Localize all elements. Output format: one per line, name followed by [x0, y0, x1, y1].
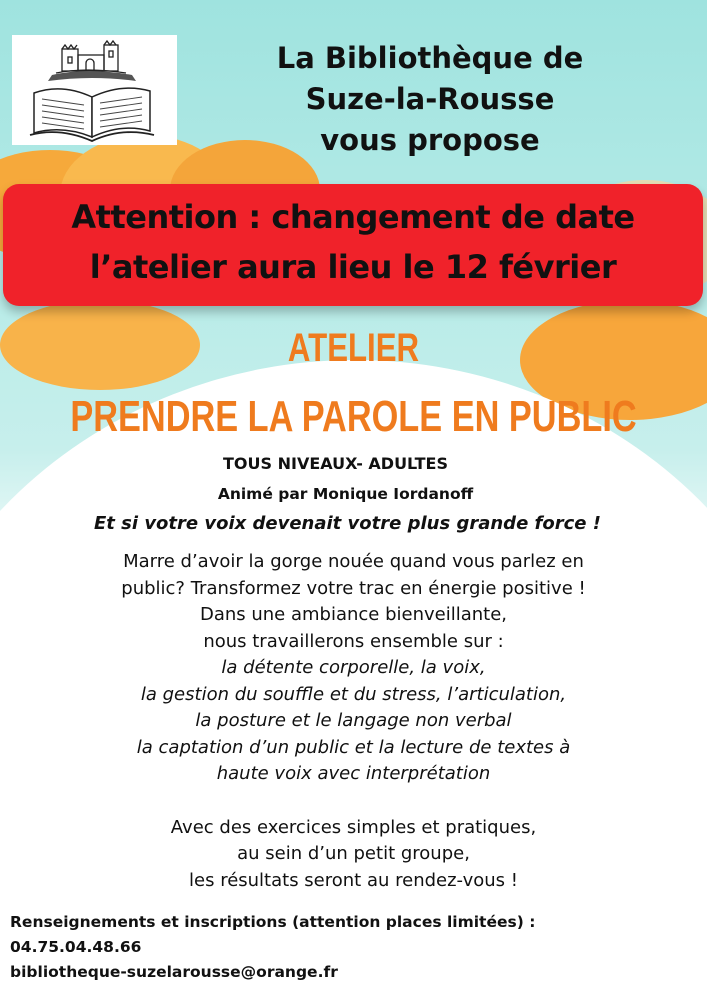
open-book-castle-icon: [12, 35, 177, 145]
topic-line: la détente corporelle, la voix,: [221, 657, 486, 678]
topic-line: la posture et le langage non verbal: [195, 710, 512, 731]
header-title: [230, 38, 630, 161]
tagline: Et si votre voix devenait votre plus grande force !: [94, 513, 601, 534]
atelier-label: ATELIER: [287, 326, 420, 370]
phone-number[interactable]: 04.75.04.48.66: [10, 938, 142, 956]
email-address[interactable]: bibliotheque-suzelarousse@orange.fr: [10, 963, 338, 981]
outro-line: au sein d’un petit groupe,: [237, 843, 470, 864]
banner-line: l’atelier aura lieu le 12 février: [89, 248, 617, 286]
description-line: nous travaillerons ensemble sur :: [203, 630, 504, 652]
header-line: La Bibliothèque de: [276, 41, 584, 75]
outro-line: Avec des exercices simples et pratiques,: [170, 816, 537, 838]
atelier-title: PRENDRE LA PAROLE EN PUBLIC: [70, 392, 637, 441]
outro-line: les résultats seront au rendez-vous !: [189, 869, 518, 891]
topic-line: haute voix avec interprétation: [216, 763, 491, 784]
spacer: [0, 788, 707, 815]
animator-name: Animé par Monique Iordanoff: [217, 485, 474, 503]
description: [0, 549, 707, 894]
registration-info: Renseignements et inscriptions (attention places limitées) :: [10, 913, 536, 931]
banner-line: Attention : changement de date: [71, 198, 635, 236]
description-line: public? Transformez votre trac en énergie positive !: [121, 577, 586, 599]
topic-line: la captation d’un public et la lecture de textes à: [136, 736, 571, 758]
topic-line: la gestion du souffle et du stress, l’articulation,: [140, 683, 567, 705]
description-line: Marre d’avoir la gorge nouée quand vous parlez en: [123, 551, 584, 572]
header-line: vous propose: [320, 123, 540, 157]
date-change-banner: [3, 184, 703, 306]
library-logo: [12, 35, 177, 145]
description-line: Dans une ambiance bienveillante,: [199, 604, 508, 625]
contact-info: [10, 910, 700, 985]
header-line: Suze-la-Rousse: [305, 82, 555, 116]
audience-level: TOUS NIVEAUX- ADULTES: [223, 454, 448, 473]
